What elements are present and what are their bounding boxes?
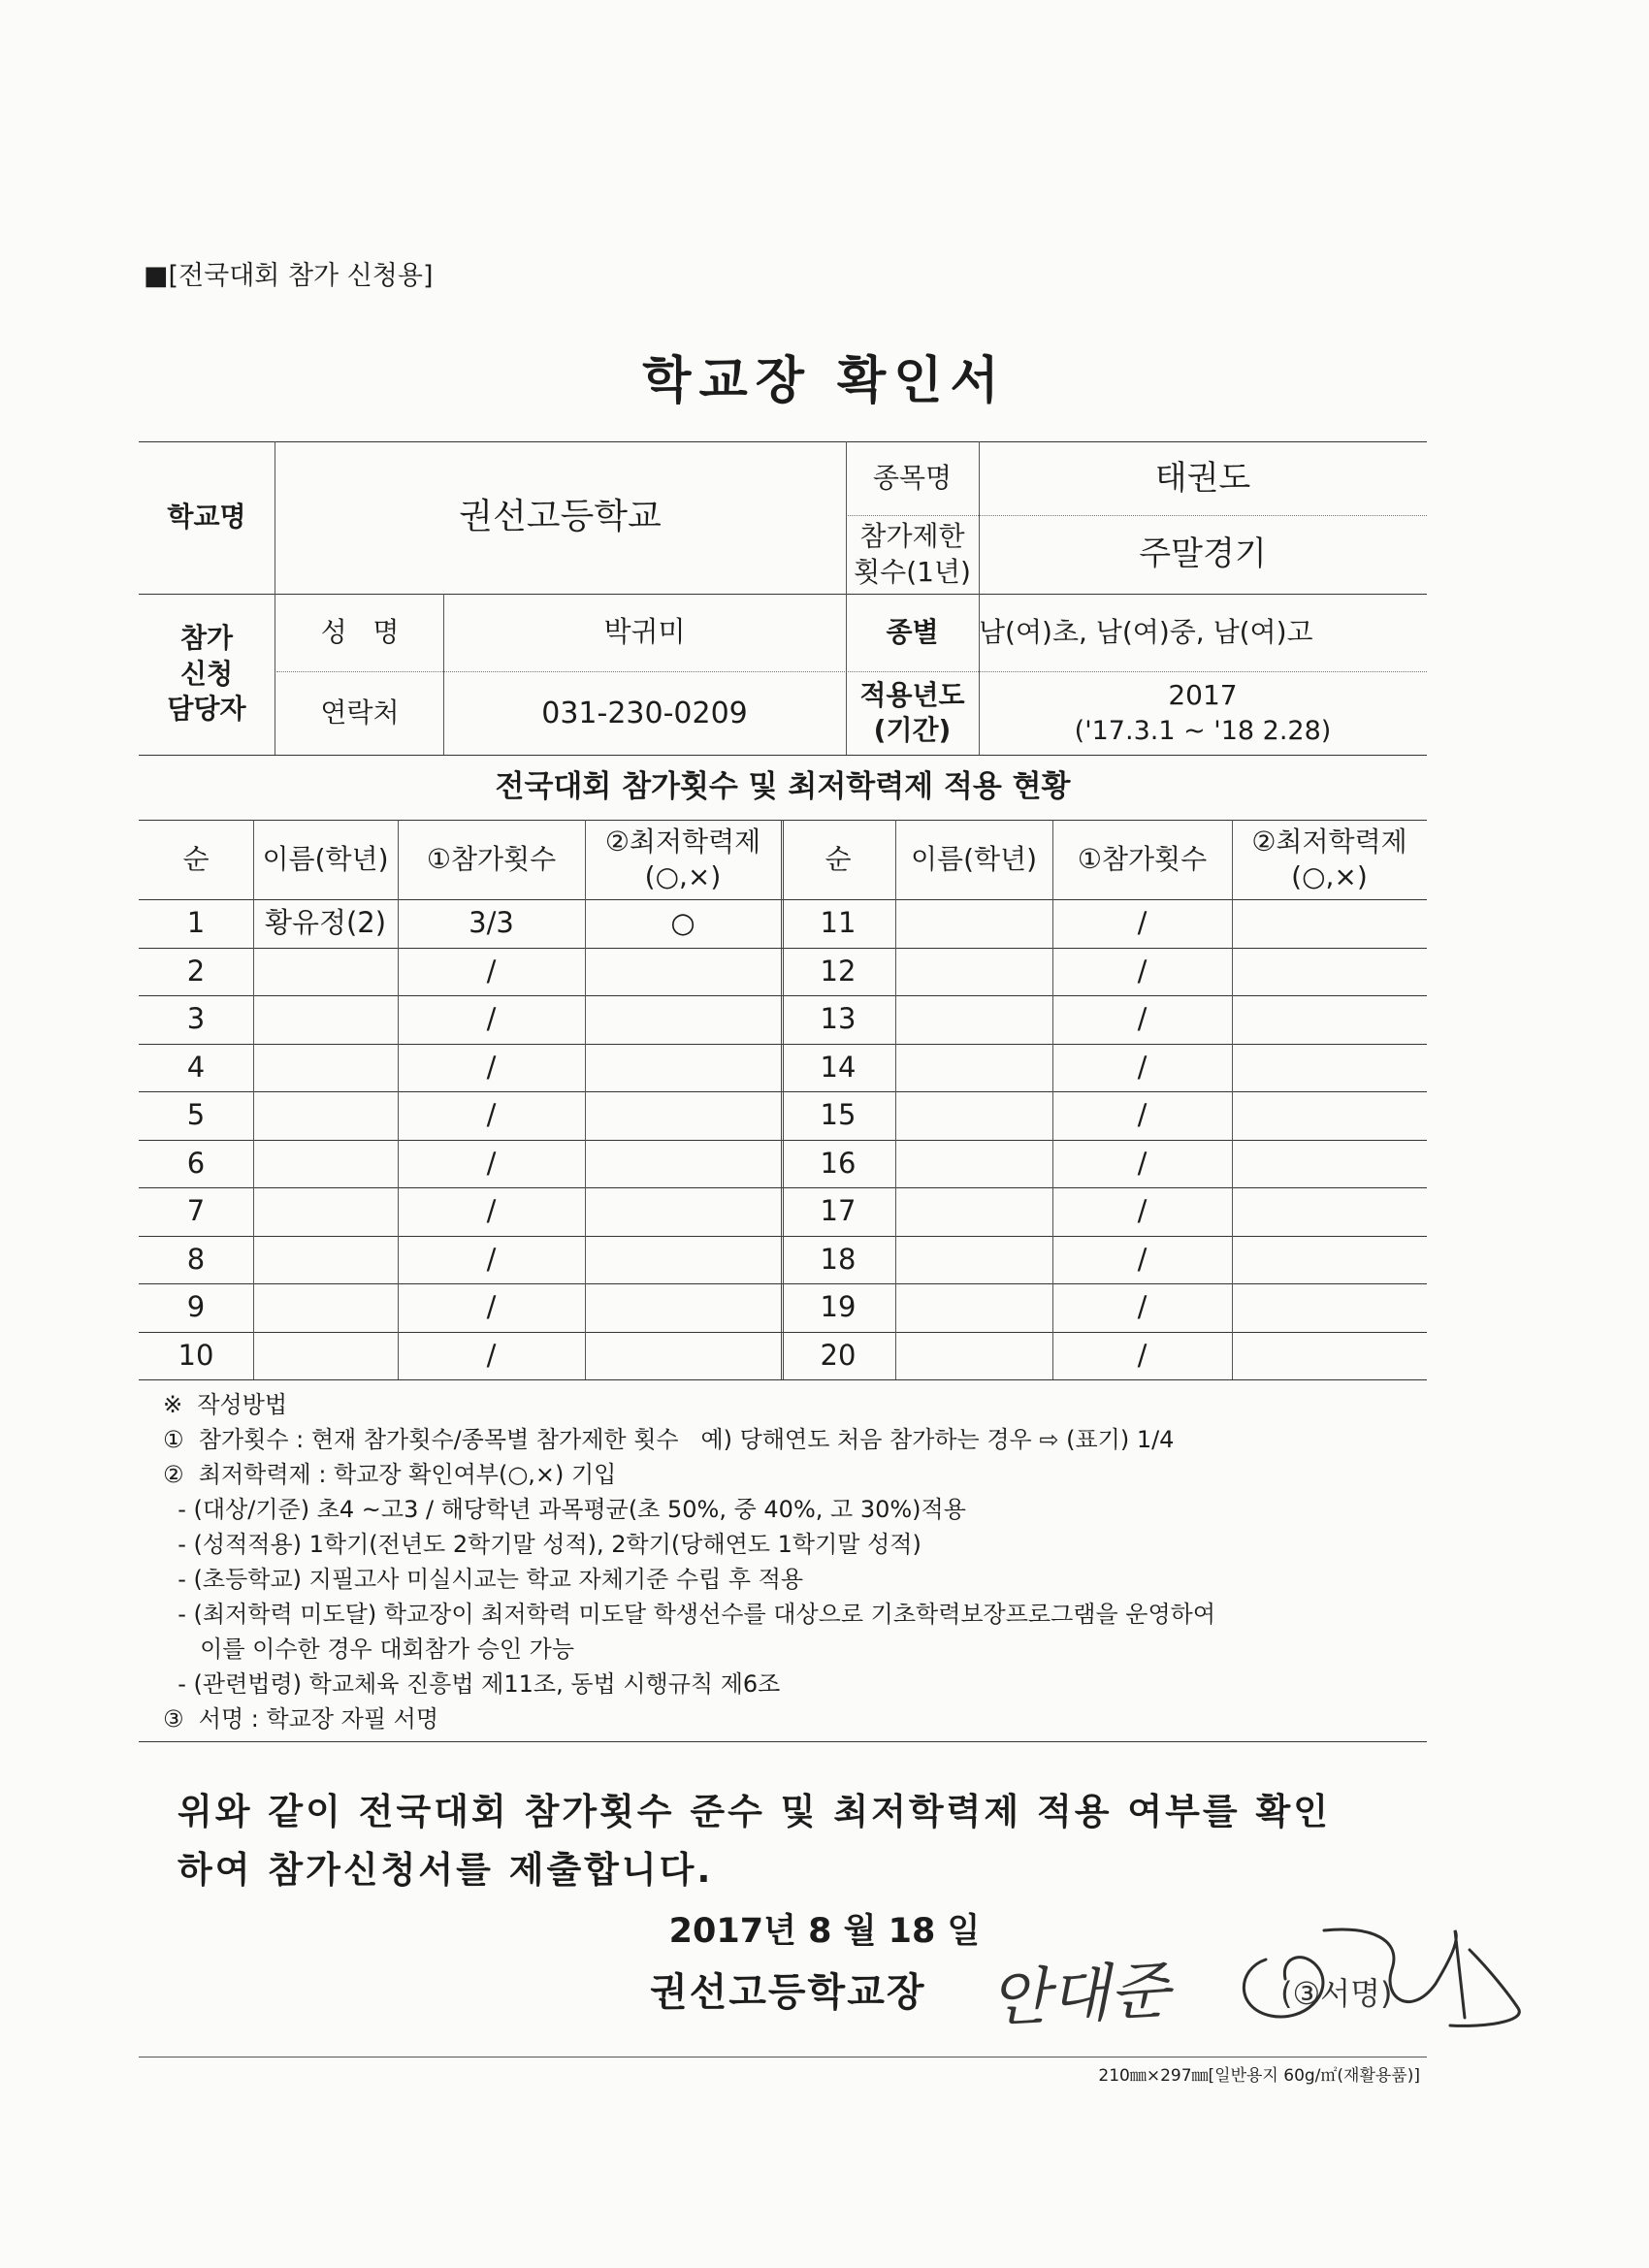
col-header-count-2: ①참가횟수 [1077, 842, 1208, 875]
confirmation-line-1: 위와 같이 전국대회 참가횟수 준수 및 최저학력제 적용 여부를 확인 [178, 1791, 1331, 1832]
table-cell: / [1137, 1147, 1148, 1181]
note-line: - (대상/기준) 초4 ~고3 / 해당학년 과목평균(초 50%, 중 40%, 고 30%)적용 [163, 1496, 966, 1523]
year-value: 2017 [1168, 679, 1238, 712]
notes-heading: ※ 작성방법 [163, 1391, 288, 1418]
table-cell: 19 [820, 1290, 857, 1324]
table-cell: / [486, 955, 497, 988]
table-cell: 4 [186, 1051, 206, 1085]
col-header-count: ①참가횟수 [426, 842, 557, 875]
table-cell [1232, 1187, 1427, 1236]
table-cell: / [486, 1051, 497, 1085]
school-label: 학교명 [167, 501, 246, 534]
table-cell: 8 [186, 1243, 206, 1277]
table-cell [1232, 1140, 1427, 1188]
table-cell [585, 1044, 781, 1092]
note-line: - (최저학력 미도달) 학교장이 최저학력 미도달 학생선수를 대상으로 기초학력보장프로그램을 운영하여 [163, 1601, 1216, 1628]
paper-spec-footer: 210㎜×297㎜[일반용지 60g/㎡(재활용품)] [1098, 2066, 1420, 2086]
period-value: ('17.3.1 ~ '18 2.28) [1074, 715, 1332, 746]
manager-label: 참가 신청 담당자 [167, 622, 246, 726]
table-cell: 황유정(2) [264, 906, 387, 940]
table-cell: 3/3 [469, 906, 514, 940]
table-cell: / [1137, 1339, 1148, 1373]
table-cell [895, 1236, 1052, 1284]
col-header-name-2: 이름(학년) [910, 842, 1038, 875]
table-cell [895, 1332, 1052, 1380]
confirmation-line-2: 하여 참가신청서를 제출합니다. [178, 1849, 714, 1891]
table-cell: / [486, 1194, 497, 1228]
table-cell: / [1137, 1194, 1148, 1228]
date: 2017년 8 월 18 일 [668, 1912, 981, 1951]
note-line: 이를 이수한 경우 대회참가 승인 가능 [163, 1636, 575, 1663]
school-value: 권선고등학교 [459, 497, 662, 537]
table-cell: / [486, 1339, 497, 1373]
table-cell [585, 1187, 781, 1236]
table-cell [1232, 1044, 1427, 1092]
table-cell [585, 1332, 781, 1380]
limit-label: 참가제한 횟수(1년) [854, 520, 971, 588]
table-cell: 12 [820, 955, 857, 988]
name-value: 박귀미 [603, 615, 686, 649]
table-cell [895, 995, 1052, 1044]
status-title: 전국대회 참가횟수 및 최저학력제 적용 현황 [495, 769, 1071, 805]
table-cell [895, 948, 1052, 996]
table-cell: / [486, 1290, 497, 1324]
table-cell: 9 [186, 1290, 206, 1324]
table-cell: 18 [820, 1243, 857, 1277]
category-value: 남(여)초, 남(여)중, 남(여)고 [979, 615, 1313, 648]
note-line: - (초등학교) 지필고사 미실시교는 학교 자체기준 수립 후 적용 [163, 1566, 804, 1593]
signature-mark [1227, 1901, 1547, 2047]
table-cell [585, 1283, 781, 1332]
sport-label: 종목명 [872, 461, 953, 494]
table-cell: 20 [820, 1339, 857, 1373]
table-cell: 2 [186, 955, 206, 988]
note-line: ① 참가횟수 : 현재 참가횟수/종목별 참가제한 횟수 예) 당해연도 처음 참가하는 경우 ⇨ (표기) 1/4 [163, 1426, 1175, 1453]
table-cell [895, 1044, 1052, 1092]
year-label: 적용년도 (기간) [859, 678, 965, 746]
table-cell [253, 948, 398, 996]
note-line: ② 최저학력제 : 학교장 확인여부(○,×) 기입 [163, 1461, 617, 1488]
col-header-name: 이름(학년) [262, 842, 389, 875]
table-cell [253, 1187, 398, 1236]
note-line: ③ 서명 : 학교장 자필 서명 [163, 1705, 439, 1733]
table-cell [1232, 1283, 1427, 1332]
table-cell [1232, 1091, 1427, 1140]
table-cell [585, 948, 781, 996]
table-cell: 7 [186, 1194, 206, 1228]
table-cell: / [1137, 1243, 1148, 1277]
form-type-tag: ■[전국대회 참가 신청용] [144, 261, 434, 291]
limit-value: 주말경기 [1139, 535, 1267, 574]
col-header-no-2: 순 [824, 842, 852, 875]
table-cell: / [1137, 1002, 1148, 1036]
contact-label: 연락처 [320, 696, 400, 729]
contact-value: 031-230-0209 [541, 696, 748, 730]
sport-value: 태권도 [1154, 458, 1251, 498]
table-cell [253, 1283, 398, 1332]
table-cell [895, 1283, 1052, 1332]
table-cell [253, 1091, 398, 1140]
table-cell [1232, 899, 1427, 948]
table-cell: / [486, 1147, 497, 1181]
table-cell [1232, 948, 1427, 996]
table-cell: 13 [820, 1002, 857, 1036]
table-cell: 16 [820, 1147, 857, 1181]
table-cell: / [1137, 1051, 1148, 1085]
table-cell: / [1137, 1290, 1148, 1324]
page-title: 학교장 확인서 [642, 352, 1007, 410]
signature-name: 안대준 [987, 1955, 1172, 2036]
table-cell: / [1137, 955, 1148, 988]
col-header-no: 순 [182, 842, 210, 875]
table-cell [253, 1236, 398, 1284]
table-cell [585, 1140, 781, 1188]
table-cell: 3 [186, 1002, 206, 1036]
table-cell [895, 899, 1052, 948]
table-cell: ○ [670, 906, 695, 940]
principal-title: 권선고등학교장 [650, 1970, 926, 2015]
table-cell [585, 995, 781, 1044]
category-label: 종별 [886, 615, 939, 648]
table-cell: 1 [186, 906, 206, 940]
table-cell [253, 1140, 398, 1188]
table-cell [585, 1091, 781, 1140]
col-header-min-academic-2: ②최저학력제 (○,×) [1251, 825, 1407, 892]
table-cell: 5 [186, 1098, 206, 1132]
note-line: - (성적적용) 1학기(전년도 2학기말 성적), 2학기(당해연도 1학기말 성적) [163, 1531, 922, 1558]
table-cell [895, 1091, 1052, 1140]
table-cell: / [486, 1243, 497, 1277]
note-line: - (관련법령) 학교체육 진흥법 제11조, 동법 시행규칙 제6조 [163, 1670, 781, 1698]
table-cell [1232, 1332, 1427, 1380]
table-cell: / [1137, 906, 1148, 940]
year-cell [979, 671, 1427, 755]
table-cell: 10 [178, 1339, 214, 1373]
table-cell: 6 [186, 1147, 206, 1181]
table-cell [895, 1140, 1052, 1188]
table-cell: 14 [820, 1051, 857, 1085]
signature-note: (③서명) [1280, 1975, 1393, 2012]
table-cell [1232, 1236, 1427, 1284]
table-cell: 15 [820, 1098, 857, 1132]
table-cell: / [486, 1098, 497, 1132]
table-cell: 17 [820, 1194, 857, 1228]
table-cell: 11 [820, 906, 857, 940]
table-cell [253, 1332, 398, 1380]
col-header-min-academic: ②최저학력제 (○,×) [604, 825, 761, 892]
table-cell [1232, 995, 1427, 1044]
table-cell [585, 1236, 781, 1284]
table-cell: / [1137, 1098, 1148, 1132]
table-cell [253, 995, 398, 1044]
table-cell: / [486, 1002, 497, 1036]
table-cell [895, 1187, 1052, 1236]
name-label: 성 명 [320, 615, 400, 648]
table-cell [253, 1044, 398, 1092]
